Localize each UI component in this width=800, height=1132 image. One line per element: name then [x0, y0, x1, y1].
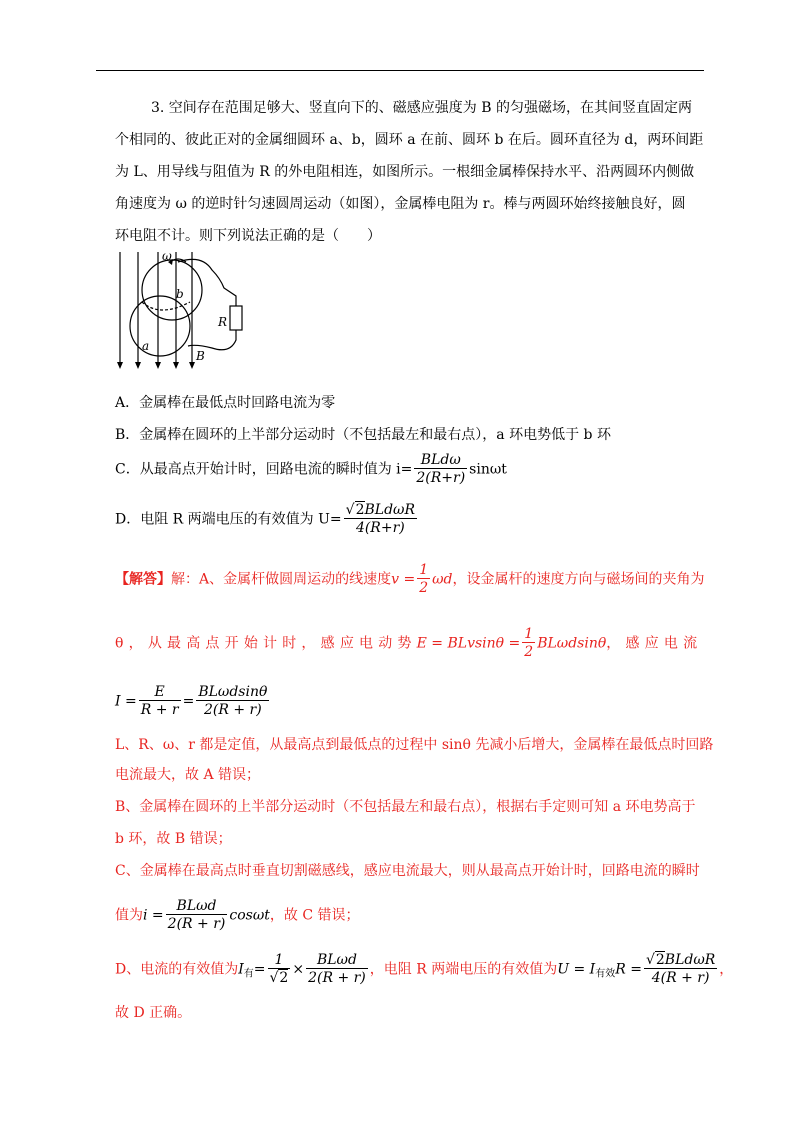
ring-diagram: [112, 248, 262, 374]
answer-label: 【解答】: [115, 571, 171, 588]
field-label: B: [196, 349, 205, 363]
question-line-5: 环电阻不计。则下列说法正确的是（ ）: [115, 228, 381, 244]
answer-line-6: B、金属棒在圆环的上半部分运动时（不包括最左和最右点），根据右手定则可知 a 环电势高于: [115, 799, 696, 815]
ring-b-label: b: [176, 287, 184, 301]
option-c-prefix: C．从最高点开始计时，回路电流的瞬时值为 i=: [115, 461, 413, 478]
question-stem: [115, 92, 707, 252]
answer-line-3: I = $\frac{E}{R + r}$ = $\frac{\text{BLωdsinθ}}{2(R + r)}$: [115, 684, 268, 718]
answer-line-1: 【解答】解：A、金属杆做圆周运动的线速度v = $\frac{1}{2}$ ωd，设金属杆的速度方向与磁场间的夹角为: [115, 562, 705, 596]
answer-line-8: C、金属棒在最高点时垂直切割磁感线，感应电流最大，则从最高点开始计时，回路电流的瞬时: [115, 863, 700, 879]
question-line-2: 个相同的、彼此正对的金属细圆环 a、b，圆环 a 在前、圆环 b 在后。圆环直径为 d，两环间距: [115, 132, 704, 148]
answer-line-10: D、电流的有效值为$I_有=$ $\frac{1}{√2}$ × $\frac{\text{BLωd}}{2(R + r)}$ ，电阻 R 两端电压的有效值为$U = I_{有效}R$ = $\frac{\text{√2BLdωR}}{4(R + r)}$ ，: [115, 952, 734, 986]
resistor-label: R: [218, 315, 228, 329]
option-d-fraction: $\frac{\text{√2BLdωR}}{4(R+r)}$: [345, 502, 416, 536]
answer-line-5: 电流最大，故 A 错误；: [115, 767, 261, 783]
option-c-suffix: sinωt: [469, 461, 507, 478]
ring-a-label: a: [142, 339, 150, 353]
question-line-4: 角速度为 ω 的逆时针匀速圆周运动（如图），金属棒电阻为 r。棒与两圆环始终接触良好，圆: [115, 196, 686, 212]
option-d-prefix: D．电阻 R 两端电压的有效值为 U=: [115, 511, 342, 528]
option-c: [115, 452, 507, 487]
header-rule: [96, 70, 704, 71]
answer-line-4: L、R、ω、r 都是定值，从最高点到最低点的过程中 sinθ 先减小后增大，金属棒在最低点时回路: [115, 737, 714, 753]
answer-line-2: θ，从最高点开始计时，感应电动势E = BLvsinθ = $\frac{1}{2}$ BLωdsinθ，感应电流: [115, 626, 703, 660]
option-b: B．金属棒在圆环的上半部分运动时（不包括最左和最右点），a 环电势低于 b 环: [115, 427, 611, 443]
answer-line-9: 值为i = $\frac{\text{BLωd}}{2(R + r)}$ cosωt，故 C 错误；: [115, 898, 360, 932]
answer-line-7: b 环，故 B 错误；: [115, 831, 232, 847]
option-a: A．金属棒在最低点时回路电流为零: [115, 395, 336, 411]
option-d: [115, 502, 419, 537]
option-c-fraction: $\frac{\text{BLdω}}{2(R+r)}$: [416, 452, 466, 486]
question-line-3: 为 L、用导线与阻值为 R 的外电阻相连，如图所示。一根细金属棒保持水平、沿两圆环内侧做: [115, 164, 695, 180]
omega-label: ω: [162, 249, 172, 263]
answer-line-11: 故 D 正确。: [115, 1005, 192, 1021]
question-line-1: 3. 空间存在范围足够大、竖直向下的、磁感应强度为 B 的匀强磁场，在其间竖直固定两: [151, 100, 692, 116]
